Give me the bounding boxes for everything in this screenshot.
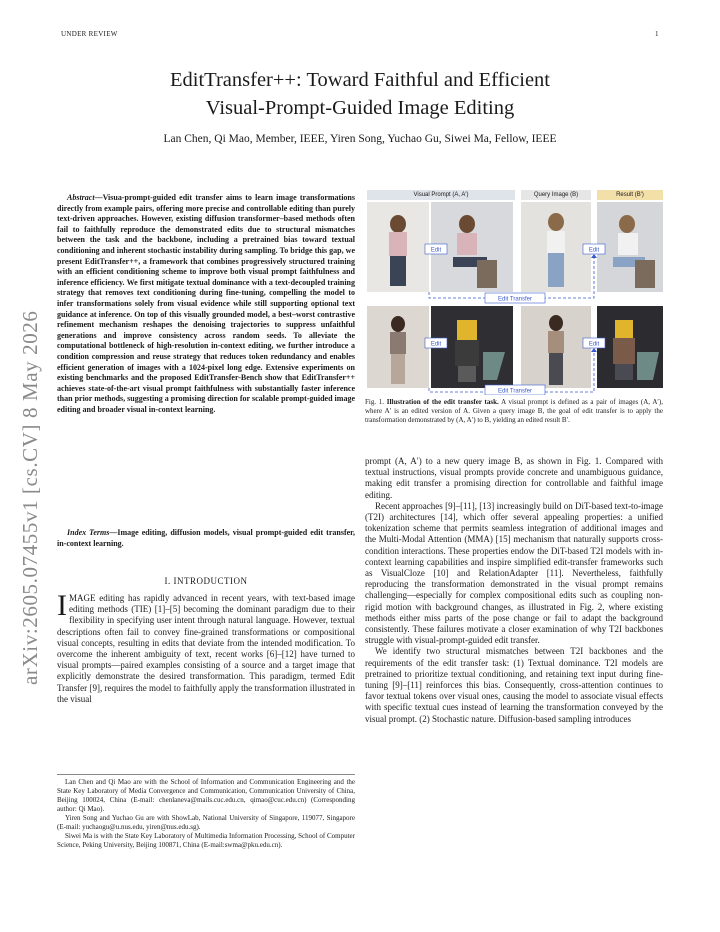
intro-paragraph [57,589,355,705]
intro-text: MAGE editing has rapidly advanced in recent years, with text-based image editing methods (TIE) [1]–[5] becoming the dominant paradigm due to their flexibility in specifying user intent through natural language. However, textual descriptions often fail to convey fine-grained transformations or compositional visual concepts, resulting in edits that deviate from the intended modification. To overcome the inherent ambiguity of text, recent works [6]–[12] have turned to visual prompts—paired examples consisting of a source and a target image that explicitly demonstrate the desired transformation. This paradigm, termed Edit Transfer [9], requires the model to faithfully apply the transformation illustrated in the visual [57,593,355,704]
right-column-body [365,456,663,725]
edit-label-row1-left: Edit [430,247,442,254]
drop-cap: I [57,589,67,622]
title-line-2: Visual-Prompt-Guided Image Editing [205,97,515,119]
index-terms-text: —Image editing, diffusion models, visual prompt-guided edit transfer, in-context learning. [57,528,355,548]
figure-1-caption [365,398,663,425]
caption-prefix: Fig. 1. [365,398,385,406]
index-terms [57,528,355,549]
edit-label-row2-right: Edit [588,341,600,348]
abstract [57,193,355,415]
index-terms-label: Index Terms [67,528,110,537]
caption-bold: Illustration of the edit transfer task. [386,398,499,406]
right-paragraph-2: Recent approaches [9]–[11], [13] increasingly build on DiT-based text-to-image (T2I) architectures [14], which offer several appealing properties: a unified tokenization scheme that permits seamless integration of additional images and the Multi-Modal Attention (MMA) [15] mechanism that naturally supports cross-condition interactions. These properties endow the DiT-based T2I models with in-context learning capabilities and inspire simplified edit-transfer frameworks such as VisualCloze [10] and RelationAdapter [11]. Nevertheless, faithfully reproducing the transformation demonstrated in the visual prompt remains challenging—especially for complex compositional edits such as coupling non-rigid motion with background changes, as illustrated in Fig. 2, where existing methods either miss parts of the pose change or fail to adapt the background consistently. These failures motivate a closer examination of why T2I backbones struggle with visual-prompt-guided edit transfer. [365,500,663,646]
section-heading: I. INTRODUCTION [164,576,248,586]
running-head: UNDER REVIEW [61,30,118,38]
arxiv-stamp: arXiv:2605.07455v1 [cs.CV] 8 May 2026 [18,310,42,685]
header-query: Query Image (B) [521,190,591,200]
caption-text: A visual prompt is defined as a pair of images (A, A′), where A′ is an edited version of A. Given a query image B, the goal of edit transfer is to apply the transformation demonstrated by (A, A′) to B, yielding an edited result B′. [365,398,664,424]
right-paragraph-1: prompt (A, A′) to a new query image B, as shown in Fig. 1. Compared with textual instructions, visual prompts provide concrete and unambiguous guidance, making edit transfer a promising direction for controllable and faithful image editing. [365,456,663,500]
figure-1 [365,190,665,395]
footnote-3: Siwei Ma is with the State Key Laboratory of Multimedia Information Processing, School of Computer Science, Peking University, Beijing 100871, China (E-mail:swma@pku.edu.cn). [57,832,355,849]
abstract-text: —Visua-prompt-guided edit transfer aims to learn image transformations directly from example pairs, offering more precise and controllable editing than purely text-driven approaches. However, existing diffusion transformer–based methods often fail to faithfully reproduce the demonstrated edits due to structural mismatches between the task and the backbone, including a pretrained bias toward textual conditioning and inherent stochastic instability during sampling. To bridge this gap, we present EditTransfer++, a framework that combines progressively structured training with an efficient conditioning scheme to improve both visual prompt faithfulness and inference efficiency. We first mitigate textual dominance with a text-decoupled training strategy that removes text conditioning during fine-tuning, compelling the model to infer transformations solely from visual evidence while still supporting optional text guidance at inference. On top of this visually grounded model, a best–worst contrastive refinement mechanism reshapes the denoising trajectories to suppress unfaithful generations and improve consistency across random seeds. To alleviate the computational bottleneck of high-resolution in-context editing, we further introduce a condition compression and reuse strategy that reduces token redundancy and enables efficient generation of images with a 1024-pixel long edge. Extensive experiments on existing benchmarks and the proposed EditTransfer-Bench show that EditTransfer++ achieves state-of-the-art visual prompt faithfulness with substantially faster inference than prior methods, suggesting a promising direction for scalable prompt-guided image editing and broader visual in-context learning. [57,193,355,414]
footnote-2: Yiren Song and Yuchao Gu are with ShowLab, National University of Singapore, 119077, Singapore (E-mail: yuchaogu@u.nus.edu, yiren@nus.edu.sg). [57,814,355,831]
edit-transfer-label-row2: Edit Transfer [497,388,533,395]
footnote-1: Lan Chen and Qi Mao are with the School of Information and Communication Engineering and the State Key Laboratory of Media Convergence and Communication, Communication University of China, Beijing 100024, China (E-mail: chenlaneva@mails.cuc.edu.cn, qimao@cuc.edu.cn) (Corresponding author: Qi Mao). [57,778,355,813]
title-line-1: EditTransfer++: Toward Faithful and Efficient [170,69,550,91]
header-visual-prompt: Visual Prompt (A, A′) [367,190,515,200]
author-footnotes [57,774,355,850]
edit-transfer-label-row1: Edit Transfer [497,296,533,303]
abstract-label: Abstract [67,193,95,202]
edit-label-row1-right: Edit [588,247,600,254]
right-paragraph-3: We identify two structural mismatches between T2I backbones and the requirements of the edit transfer task: (1) Textual dominance. T2I models are pretrained to prioritize textual conditioning, and retaining text input during fine-tuning [9]–[11] reinforces this bias. Consequently, cross-attention continues to favor textual tokens over visual ones, causing the model to associate visual effects with specific textual cues instead of learning the transformation conveyed by the visual prompt. (2) Stochastic nature. Diffusion-based sampling introduces [365,646,663,724]
paper-title [60,66,660,122]
page-number: 1 [655,30,659,38]
edit-label-row2-left: Edit [430,341,442,348]
figure-image-grid [365,202,665,395]
header-result: Result (B′) [597,190,663,200]
authors: Lan Chen, Qi Mao, Member, IEEE, Yiren Song, Yuchao Gu, Siwei Ma, Fellow, IEEE [163,133,557,145]
